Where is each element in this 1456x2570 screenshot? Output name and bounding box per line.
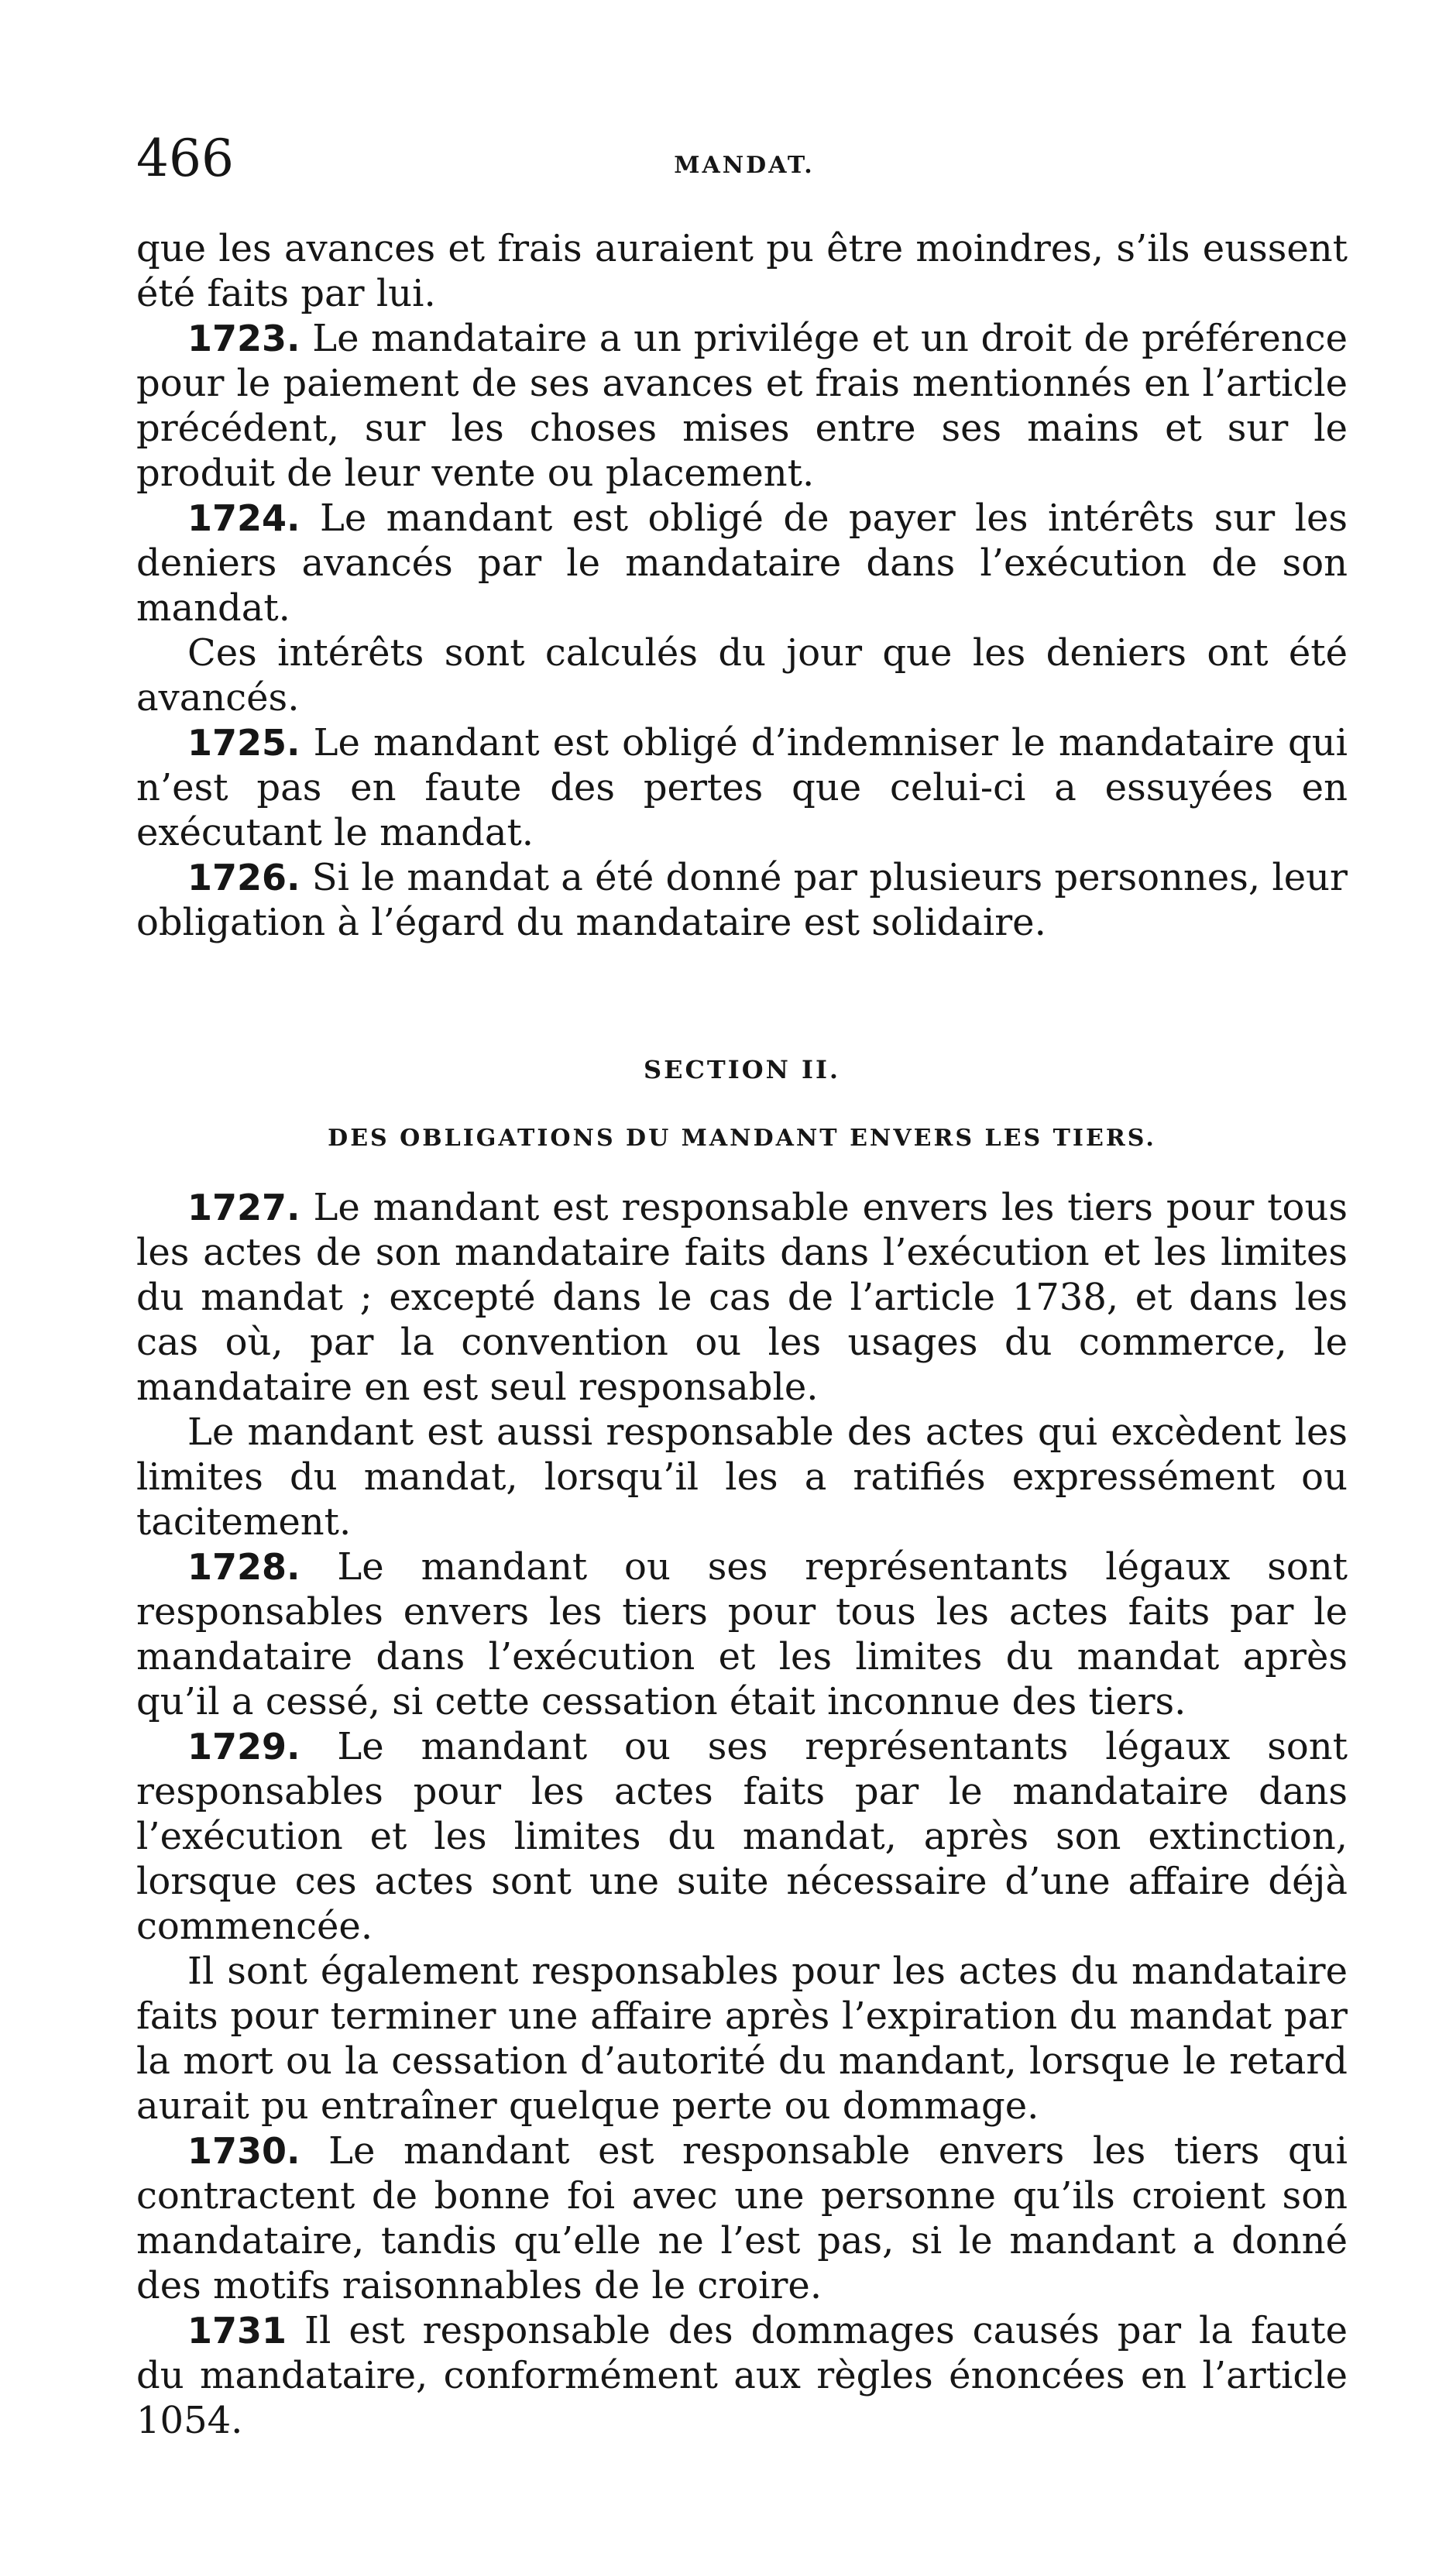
- article-text: Le mandant ou ses représentants légaux sont responsables pour les actes faits par le mandataire dans l’exécution et les limites du mandat, après son extinction, lorsque ces actes sont une suite nécessaire d’une affaire déjà commencée.: [136, 1725, 1348, 1948]
- article-1726: [136, 855, 1348, 945]
- article-text: Il est responsable des dommages causés par la faute du mandataire, conformément aux règles énoncées en l’article 1054.: [136, 2309, 1348, 2442]
- section-subtitle: DES OBLIGATIONS DU MANDANT ENVERS LES TIERS.: [328, 1125, 1156, 1152]
- article-number: 1725.: [187, 722, 300, 764]
- article-number: 1723.: [187, 318, 300, 359]
- article-number: 1727.: [187, 1187, 300, 1228]
- article-number: 1731: [187, 2310, 287, 2352]
- article-1729-paragraph-2: Il sont également responsables pour les actes du mandataire faits pour terminer une affaire après l’expiration du mandat par la mort ou la cessation d’autorité du mandant, lorsque le retard aurait pu entraîner quelque perte ou dommage.: [136, 1950, 1348, 2128]
- article-1725: [136, 720, 1348, 855]
- article-number: 1730.: [187, 2130, 300, 2172]
- running-title: MANDAT.: [674, 152, 815, 179]
- article-1723: [136, 316, 1348, 496]
- article-1724-paragraph-2: Ces intérêts sont calculés du jour que les deniers ont été avancés.: [136, 631, 1348, 720]
- section-title: SECTION II.: [643, 1055, 841, 1084]
- article-1727-paragraph-2: Le mandant est aussi responsable des actes qui excèdent les limites du mandat, lorsqu’il les a ratifiés expressément ou tacitement.: [136, 1410, 1348, 1544]
- article-text: Le mandant est responsable envers les tiers qui contractent de bonne foi avec une personne qu’ils croient son mandataire, tandis qu’elle ne l’est pas, si le mandant a donné des motifs raisonnables de le croire.: [136, 2129, 1348, 2307]
- article-text: Si le mandat a été donné par plusieurs personnes, leur obligation à l’égard du mandataire est solidaire.: [136, 856, 1348, 944]
- text-block-bottom: [136, 1185, 1348, 2443]
- page-number: 466: [136, 129, 234, 188]
- article-text: Le mandataire a un privilége et un droit de préférence pour le paiement de ses avances et frais mentionnés en l’article précédent, sur les choses mises entre ses mains et sur le produit de leur vente ou placement.: [136, 317, 1348, 495]
- article-number: 1726.: [187, 857, 300, 898]
- article-1729: [136, 1724, 1348, 1949]
- article-number: 1728.: [187, 1546, 300, 1588]
- article-1728: [136, 1544, 1348, 1724]
- article-text: Le mandant est obligé de payer les intérêts sur les deniers avancés par le mandataire dans l’exécution de son mandat.: [136, 496, 1348, 630]
- article-number: 1724.: [187, 497, 300, 539]
- text-block-top: [136, 226, 1348, 945]
- article-1730: [136, 2128, 1348, 2308]
- article-1724: [136, 496, 1348, 630]
- article-text: Le mandant ou ses représentants légaux sont responsables envers les tiers pour tous les actes faits par le mandataire dans l’exécution et les limites du mandat après qu’il a cessé, si cette cessation était inconnue des tiers.: [136, 1545, 1348, 1723]
- article-1731: [136, 2308, 1348, 2443]
- article-text: Le mandant est obligé d’indemniser le mandataire qui n’est pas en faute des pertes que celui-ci a essuyées en exécutant le mandat.: [136, 721, 1348, 854]
- continued-paragraph: que les avances et frais auraient pu être moindres, s’ils eussent été faits par lui.: [136, 227, 1348, 315]
- article-text: Le mandant est responsable envers les tiers pour tous les actes de son mandataire faits dans l’exécution et les limites du mandat ; excepté dans le cas de l’article 1738, et dans les cas où, par la convention ou les usages du commerce, le mandataire en est seul responsable.: [136, 1186, 1348, 1409]
- article-number: 1729.: [187, 1726, 300, 1768]
- page-header: [136, 129, 1352, 211]
- article-1727: [136, 1185, 1348, 1410]
